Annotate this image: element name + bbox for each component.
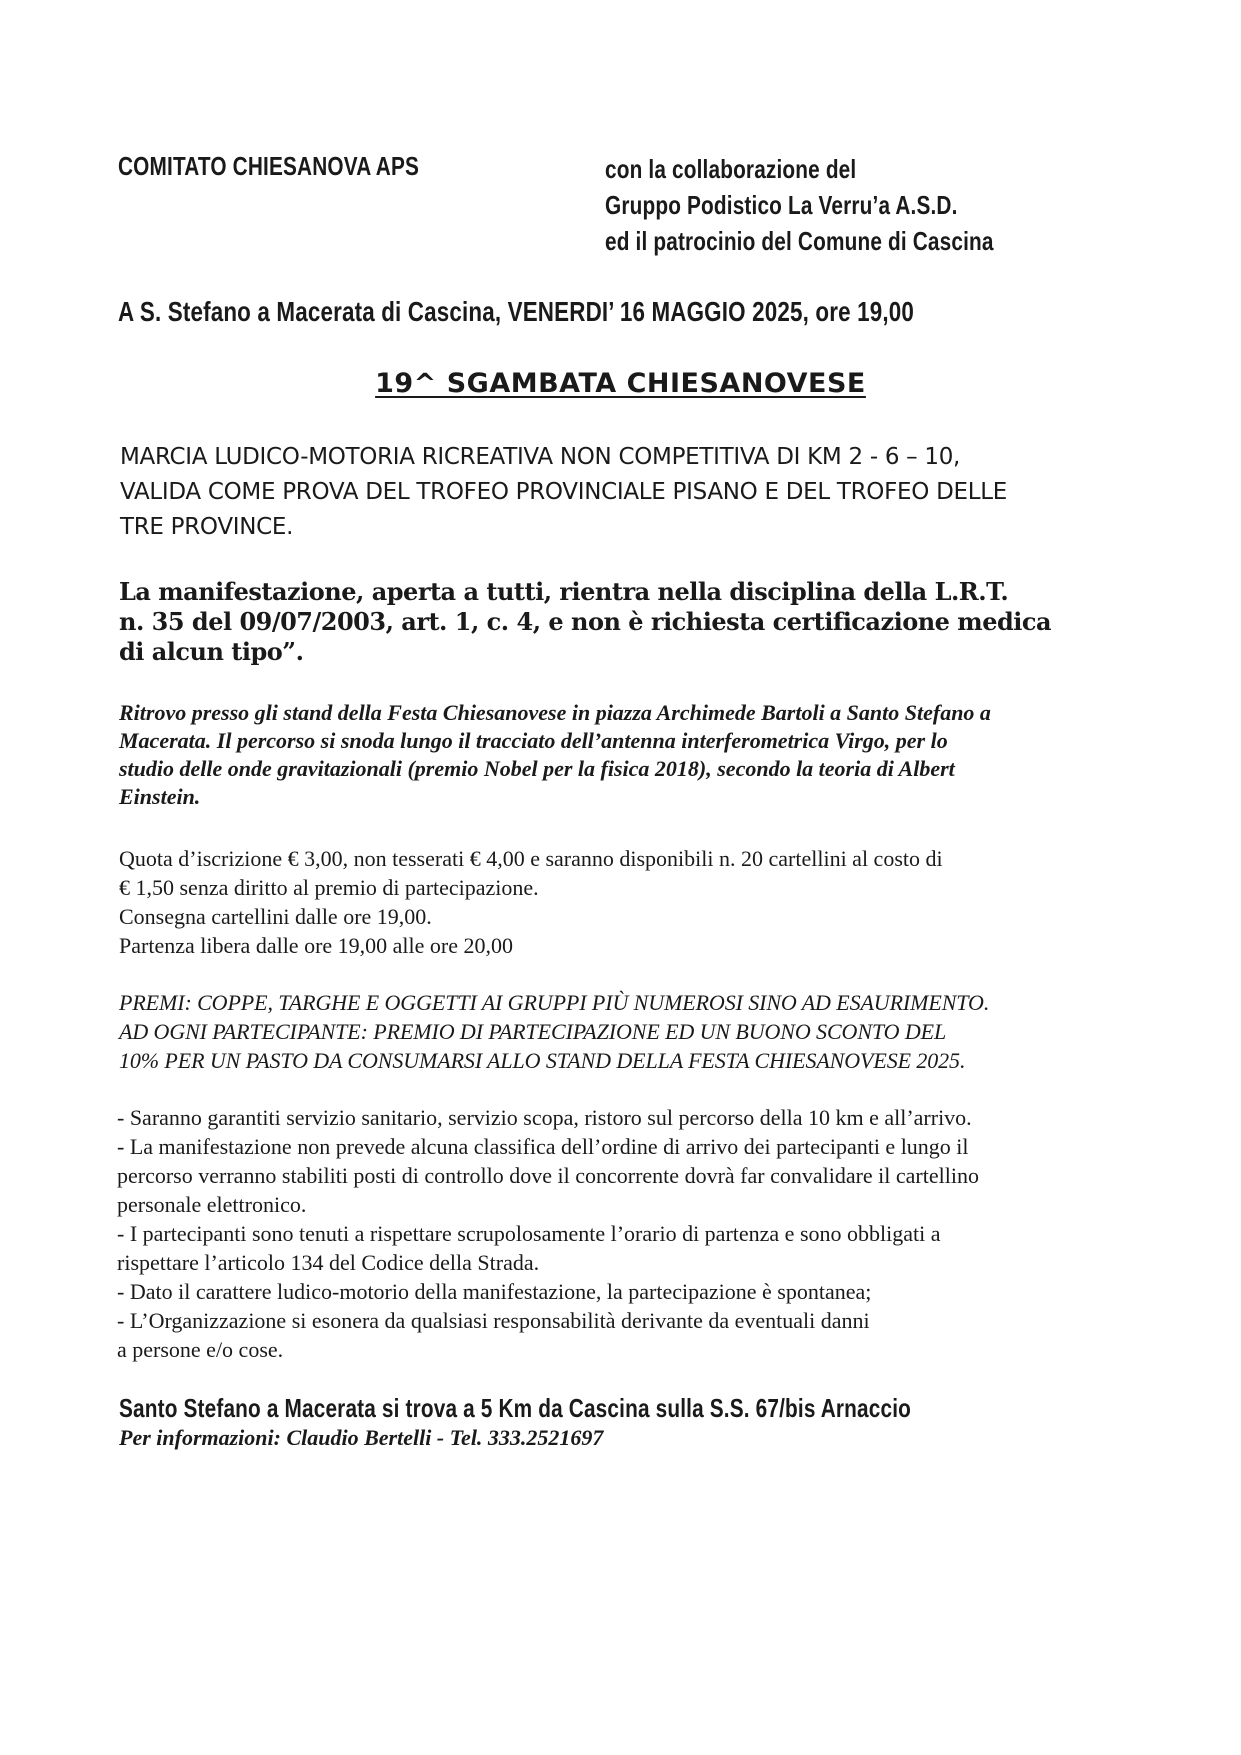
contact-info: Per informazioni: Claudio Bertelli - Tel. 333.2521697	[119, 1425, 604, 1450]
rule-line: a persone e/o cose.	[117, 1337, 284, 1362]
rules-list	[117, 1103, 1177, 1364]
rule-line: - I partecipanti sono tenuti a rispettare scrupolosamente l’orario di partenza e sono obbligati a	[117, 1221, 941, 1246]
location-note: Santo Stefano a Macerata si trova a 5 Km da Cascina sulla S.S. 67/bis Arnaccio	[119, 1393, 912, 1423]
rule-item	[117, 1306, 1177, 1364]
prizes-line: PREMI: COPPE, TARGHE E OGGETTI AI GRUPPI PIÙ NUMEROSI SINO AD ESAURIMENTO.	[119, 990, 990, 1015]
rule-line: - Dato il carattere ludico-motorio della manifestazione, la partecipazione è spontanea;	[117, 1279, 872, 1304]
discipline-line: di alcun tipo”.	[119, 637, 304, 666]
rule-line: percorso verranno stabiliti posti di controllo dove il concorrente dovrà far convalidare il cartellino	[117, 1163, 979, 1188]
collab-line: ed il patrocinio del Comune di Cascina	[605, 226, 994, 256]
event-title	[0, 368, 1241, 399]
event-date-line: A S. Stefano a Macerata di Cascina, VENERDI’ 16 MAGGIO 2025, ore 19,00	[118, 296, 914, 327]
prizes-line: 10% PER UN PASTO DA CONSUMARSI ALLO STAND DELLA FESTA CHIESANOVESE 2025.	[119, 1048, 966, 1073]
meeting-point-paragraph	[119, 699, 1139, 811]
event-title-text: 19^ SGAMBATA CHIESANOVESE	[375, 368, 866, 399]
rule-line: rispettare l’articolo 134 del Codice della Strada.	[117, 1250, 540, 1275]
prizes-line: AD OGNI PARTECIPANTE: PREMIO DI PARTECIPAZIONE ED UN BUONO SCONTO DEL	[119, 1019, 947, 1044]
rule-line: - La manifestazione non prevede alcuna classifica dell’ordine di arrivo dei partecipanti e lungo il	[117, 1134, 969, 1159]
fees-line: Partenza libera dalle ore 19,00 alle ore 20,00	[119, 933, 514, 958]
meeting-line: Einstein.	[119, 784, 201, 809]
marcia-description	[120, 440, 1160, 545]
fees-line: € 1,50 senza diritto al premio di partecipazione.	[119, 875, 539, 900]
collab-line: Gruppo Podistico La Verru’a A.S.D.	[605, 190, 958, 220]
fees-paragraph	[119, 844, 1159, 960]
organizer-name: COMITATO CHIESANOVA APS	[118, 151, 420, 181]
rule-item	[117, 1277, 1177, 1306]
collab-line: con la collaborazione del	[605, 154, 857, 184]
prizes-paragraph	[119, 988, 1179, 1075]
meeting-line: Ritrovo presso gli stand della Festa Chiesanovese in piazza Archimede Bartoli a Santo Stefano a	[119, 700, 991, 725]
discipline-line: n. 35 del 09/07/2003, art. 1, c. 4, e non è richiesta certificazione medica	[119, 607, 1052, 636]
rule-item	[117, 1103, 1177, 1132]
rule-line: personale elettronico.	[117, 1192, 307, 1217]
discipline-notice	[119, 577, 1159, 667]
fees-line: Consegna cartellini dalle ore 19,00.	[119, 904, 432, 929]
meeting-line: studio delle onde gravitazionali (premio Nobel per la fisica 2018), secondo la teoria di Albert	[119, 756, 955, 781]
marcia-line: VALIDA COME PROVA DEL TROFEO PROVINCIALE PISANO E DEL TROFEO DELLE	[120, 479, 1007, 505]
rule-item	[117, 1219, 1177, 1277]
marcia-line: MARCIA LUDICO-MOTORIA RICREATIVA NON COMPETITIVA DI KM 2 - 6 – 10,	[120, 444, 961, 470]
meeting-line: Macerata. Il percorso si snoda lungo il tracciato dell’antenna interferometrica Virgo, per lo	[119, 728, 948, 753]
discipline-line: La manifestazione, aperta a tutti, rientra nella disciplina della L.R.T.	[119, 577, 1009, 606]
marcia-line: TRE PROVINCE.	[120, 514, 294, 540]
collaboration-block	[605, 151, 994, 259]
rule-item	[117, 1132, 1177, 1219]
fees-line: Quota d’iscrizione € 3,00, non tesserati € 4,00 e saranno disponibili n. 20 cartellini al costo di	[119, 846, 943, 871]
rule-line: - L’Organizzazione si esonera da qualsiasi responsabilità derivante da eventuali danni	[117, 1308, 870, 1333]
rule-line: - Saranno garantiti servizio sanitario, servizio scopa, ristoro sul percorso della 10 km e all’arrivo.	[117, 1105, 972, 1130]
